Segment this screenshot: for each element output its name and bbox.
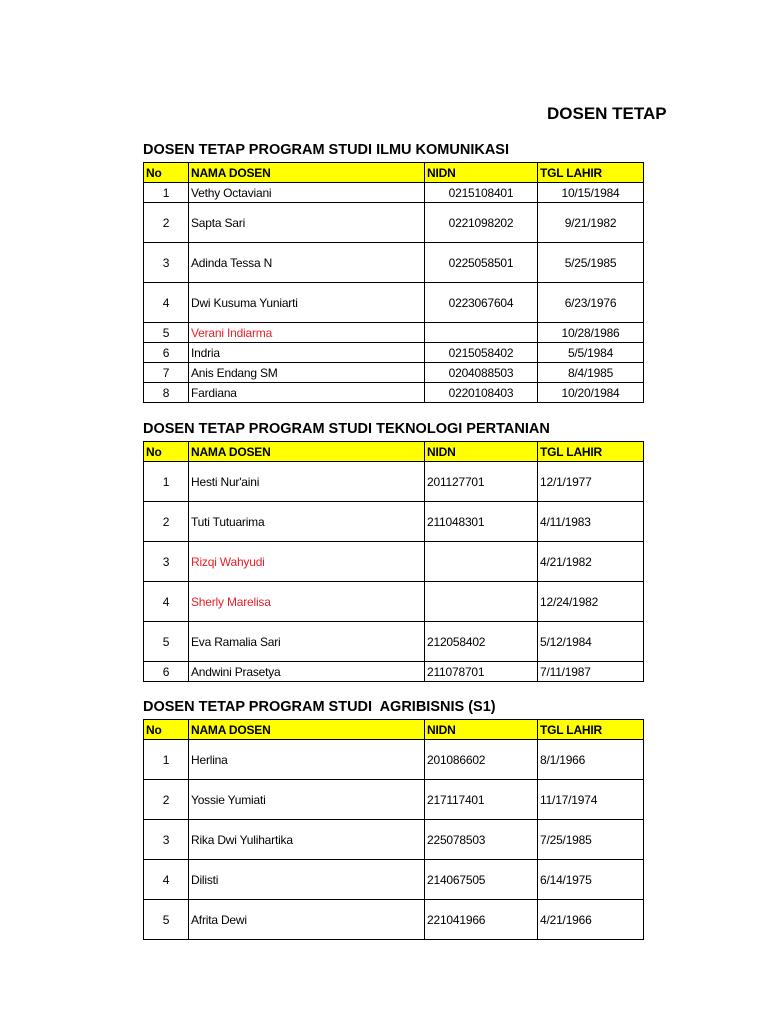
header-tgl-lahir: TGL LAHIR: [538, 720, 644, 740]
cell-nidn: 0215058402: [425, 343, 538, 363]
cell-no: 2: [144, 203, 189, 243]
table-row: [144, 542, 644, 582]
cell-name: Tuti Tutuarima: [189, 502, 425, 542]
cell-name: Verani Indiarma: [189, 323, 425, 343]
cell-no: 5: [144, 622, 189, 662]
cell-name: Indria: [189, 343, 425, 363]
cell-tgl-lahir: 8/1/1966: [538, 740, 644, 780]
cell-name: Dwi Kusuma Yuniarti: [189, 283, 425, 323]
table-row: [144, 622, 644, 662]
table-row: [144, 780, 644, 820]
cell-tgl-lahir: 4/21/1966: [538, 900, 644, 940]
cell-name: Afrita Dewi: [189, 900, 425, 940]
table-row: [144, 502, 644, 542]
table-row: [144, 203, 644, 243]
header-tgl-lahir: TGL LAHIR: [538, 442, 644, 462]
cell-nidn: 217117401: [425, 780, 538, 820]
cell-tgl-lahir: 6/23/1976: [538, 283, 644, 323]
cell-nidn: [425, 582, 538, 622]
cell-nidn: 201127701: [425, 462, 538, 502]
cell-tgl-lahir: 5/12/1984: [538, 622, 644, 662]
cell-name: Vethy Octaviani: [189, 183, 425, 203]
cell-no: 2: [144, 502, 189, 542]
cell-tgl-lahir: 12/24/1982: [538, 582, 644, 622]
cell-name: Adinda Tessa N: [189, 243, 425, 283]
cell-nidn: 201086602: [425, 740, 538, 780]
header-nama-dosen: NAMA DOSEN: [189, 720, 425, 740]
cell-tgl-lahir: 4/21/1982: [538, 542, 644, 582]
cell-name: Sapta Sari: [189, 203, 425, 243]
header-tgl-lahir: TGL LAHIR: [538, 163, 644, 183]
cell-nidn: 212058402: [425, 622, 538, 662]
cell-name: Eva Ramalia Sari: [189, 622, 425, 662]
cell-tgl-lahir: 11/17/1974: [538, 780, 644, 820]
cell-no: 4: [144, 582, 189, 622]
table-row: [144, 900, 644, 940]
table-row: [144, 343, 644, 363]
section-ilmu-komunikasi: [143, 141, 643, 403]
header-nidn: NIDN: [425, 442, 538, 462]
cell-name: Herlina: [189, 740, 425, 780]
cell-name: Rizqi Wahyudi: [189, 542, 425, 582]
cell-nidn: 0221098202: [425, 203, 538, 243]
cell-name: Sherly Marelisa: [189, 582, 425, 622]
cell-no: 3: [144, 243, 189, 283]
header-no: No: [144, 163, 189, 183]
cell-no: 4: [144, 283, 189, 323]
table-row: [144, 662, 644, 682]
cell-no: 3: [144, 542, 189, 582]
table-row: [144, 243, 644, 283]
header-no: No: [144, 442, 189, 462]
table-row: [144, 820, 644, 860]
cell-name: Dilisti: [189, 860, 425, 900]
header-nidn: NIDN: [425, 163, 538, 183]
cell-tgl-lahir: 10/28/1986: [538, 323, 644, 343]
cell-no: 8: [144, 383, 189, 403]
cell-no: 1: [144, 740, 189, 780]
cell-nidn: 0223067604: [425, 283, 538, 323]
cell-tgl-lahir: 12/1/1977: [538, 462, 644, 502]
section-agribisnis: [143, 698, 643, 940]
cell-no: 7: [144, 363, 189, 383]
cell-nidn: 0215108401: [425, 183, 538, 203]
cell-nidn: 221041966: [425, 900, 538, 940]
cell-no: 2: [144, 780, 189, 820]
cell-tgl-lahir: 9/21/1982: [538, 203, 644, 243]
table-row: [144, 323, 644, 343]
table-row: [144, 363, 644, 383]
header-nidn: NIDN: [425, 720, 538, 740]
lecturer-table: [143, 162, 644, 403]
cell-nidn: 214067505: [425, 860, 538, 900]
cell-name: Anis Endang SM: [189, 363, 425, 383]
cell-tgl-lahir: 5/25/1985: [538, 243, 644, 283]
section-title: DOSEN TETAP PROGRAM STUDI ILMU KOMUNIKASI: [143, 142, 509, 158]
table-header-row: [144, 720, 644, 740]
cell-no: 5: [144, 323, 189, 343]
cell-tgl-lahir: 8/4/1985: [538, 363, 644, 383]
cell-nidn: [425, 542, 538, 582]
cell-tgl-lahir: 7/11/1987: [538, 662, 644, 682]
cell-no: 5: [144, 900, 189, 940]
table-row: [144, 860, 644, 900]
cell-nidn: 225078503: [425, 820, 538, 860]
cell-tgl-lahir: 5/5/1984: [538, 343, 644, 363]
cell-no: 1: [144, 183, 189, 203]
table-row: [144, 740, 644, 780]
table-row: [144, 183, 644, 203]
table-header-row: [144, 442, 644, 462]
cell-name: Hesti Nur'aini: [189, 462, 425, 502]
cell-name: Andwini Prasetya: [189, 662, 425, 682]
lecturer-table: [143, 719, 644, 940]
header-nama-dosen: NAMA DOSEN: [189, 442, 425, 462]
table-row: [144, 582, 644, 622]
header-no: No: [144, 720, 189, 740]
cell-nidn: 0204088503: [425, 363, 538, 383]
cell-tgl-lahir: 7/25/1985: [538, 820, 644, 860]
cell-name: Fardiana: [189, 383, 425, 403]
header-nama-dosen: NAMA DOSEN: [189, 163, 425, 183]
section-title: DOSEN TETAP PROGRAM STUDI TEKNOLOGI PERTANIAN: [143, 421, 550, 437]
cell-no: 4: [144, 860, 189, 900]
table-row: [144, 383, 644, 403]
cell-tgl-lahir: 6/14/1975: [538, 860, 644, 900]
cell-nidn: 211048301: [425, 502, 538, 542]
cell-no: 3: [144, 820, 189, 860]
cell-no: 6: [144, 662, 189, 682]
section-title: DOSEN TETAP PROGRAM STUDI AGRIBISNIS (S1): [143, 699, 496, 715]
cell-no: 1: [144, 462, 189, 502]
cell-nidn: 0225058501: [425, 243, 538, 283]
cell-nidn: 0220108403: [425, 383, 538, 403]
cell-tgl-lahir: 4/11/1983: [538, 502, 644, 542]
table-row: [144, 462, 644, 502]
cell-name: Rika Dwi Yulihartika: [189, 820, 425, 860]
cell-no: 6: [144, 343, 189, 363]
cell-tgl-lahir: 10/20/1984: [538, 383, 644, 403]
lecturer-table: [143, 441, 644, 682]
cell-name: Yossie Yumiati: [189, 780, 425, 820]
cell-nidn: 211078701: [425, 662, 538, 682]
cell-tgl-lahir: 10/15/1984: [538, 183, 644, 203]
table-row: [144, 283, 644, 323]
section-teknologi-pertanian: [143, 420, 643, 682]
page-title: DOSEN TETAP: [547, 104, 667, 123]
table-header-row: [144, 163, 644, 183]
cell-nidn: [425, 323, 538, 343]
